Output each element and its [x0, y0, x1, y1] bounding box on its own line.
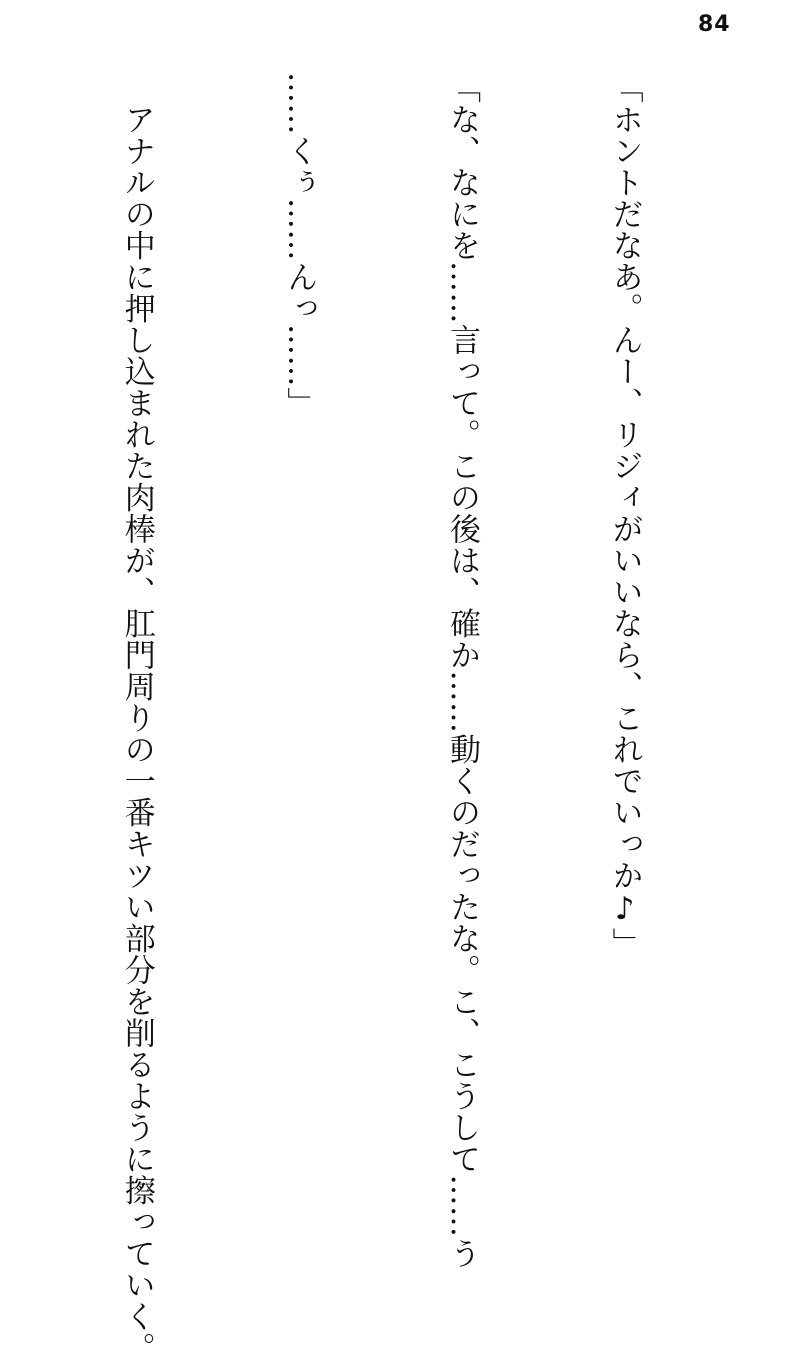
novel-text-body	[0, 72, 760, 1364]
page-number: 84	[698, 12, 731, 37]
text-line: 「な、なにを……言って。この後は、確か……動くのだったな。こ、こうして……う	[443, 72, 480, 1269]
text-line: アナルの中に押し込まれた肉棒が、肛門周りの一番キツい部分を削るように擦っていく。	[118, 72, 155, 1364]
text-line: ……くぅ……んっ……」	[281, 72, 318, 419]
text-line	[0, 72, 1, 1182]
text-line: 「ホントだなあ。んー、リジィがいいなら、これでいっか♪」	[606, 72, 643, 959]
